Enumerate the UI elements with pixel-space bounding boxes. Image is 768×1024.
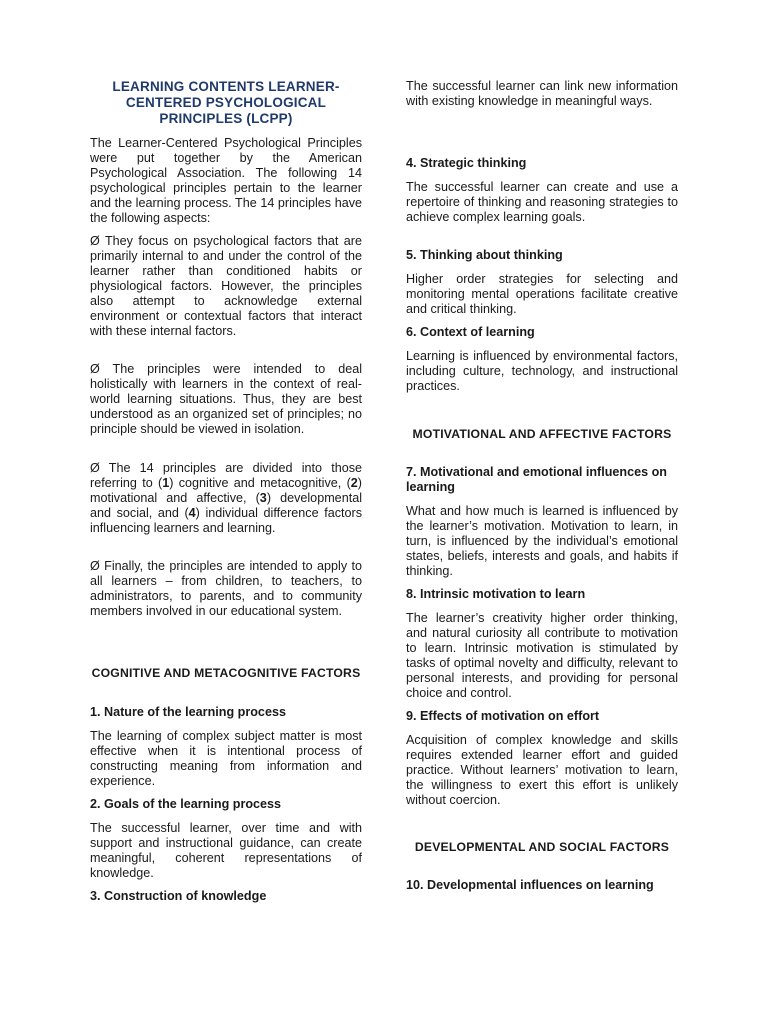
bullet-symbol: Ø — [90, 362, 100, 376]
bullet-paragraph-1 — [90, 234, 362, 339]
principle-heading-1: 1. Nature of the learning process — [90, 705, 286, 719]
section-heading-motivational: MOTIVATIONAL AND AFFECTIVE FACTORS — [412, 427, 672, 441]
bullet-symbol: Ø — [90, 461, 100, 475]
bullet-text: They focus on psychological factors that are primarily internal to and under the control of the learner rather than conditioned habits or physiological factors. However, the principles also attempt to acknowledge external environment or contextual factors that interact with these internal factors. — [90, 234, 362, 338]
principle-text-7: What and how much is learned is influenced by the learner’s motivation. Motivation to learn, in turn, is influenced by the individual’s emotional states, beliefs, interests and goals, and habits if thinking. — [406, 504, 678, 578]
principle-heading-8: 8. Intrinsic motivation to learn — [406, 587, 586, 601]
bullet-text: The principles were intended to deal holistically with learners in the context of real-world learning situations. Thus, they are best understood as an organized set of principles; no principle should be viewed in isolation. — [90, 362, 363, 436]
principle-heading-2: 2. Goals of the learning process — [90, 797, 282, 811]
principle-text-6: Learning is influenced by environmental factors, including culture, technology, and instructional practices. — [406, 349, 678, 393]
bullet-text: Finally, the principles are intended to apply to all learners – from children, to teachers, to administrators, to parents, and to community members involved in our educational system. — [90, 559, 363, 618]
section-heading-cognitive: COGNITIVE AND METACOGNITIVE FACTORS — [91, 666, 361, 680]
principle-text-5: Higher order strategies for selecting and monitoring mental operations facilitate creative and critical thinking. — [406, 272, 678, 316]
bullet-symbol: Ø — [90, 234, 100, 248]
document-title: LEARNING CONTENTS LEARNER-CENTERED PSYCHOLOGICAL PRINCIPLES (LCPP) — [112, 79, 340, 126]
bold-number: 3 — [259, 491, 267, 505]
section-heading-developmental: DEVELOPMENTAL AND SOCIAL FACTORS — [414, 840, 670, 854]
bold-number: 1 — [162, 476, 170, 490]
principle-text-9: Acquisition of complex knowledge and skills requires extended learner effort and guided practice. Without learners’ motivation to learn, the willingness to exert this effort is unlikely without coercion. — [406, 733, 678, 807]
intro-paragraph: The Learner-Centered Psychological Principles were put together by the American Psychological Association. The following 14 psychological principles pertain to the learner and the learning process. The 14 principles have the following aspects: — [90, 136, 362, 225]
bullet-symbol: Ø — [90, 559, 100, 573]
bullet-paragraph-2 — [90, 362, 362, 437]
principle-text-4: The successful learner can create and use a repertoire of thinking and reasoning strategies to achieve complex learning goals. — [406, 180, 678, 224]
principle-heading-6: 6. Context of learning — [406, 325, 535, 339]
bullet-text: ) cognitive and metacognitive, ( — [169, 476, 351, 490]
bullet-paragraph-3 — [90, 461, 362, 536]
bullet-text: The 14 principles are divided into those referring to ( — [90, 461, 363, 490]
bullet-text: ) developmental and social, and ( — [90, 491, 362, 520]
principle-text-1: The learning of complex subject matter is most effective when it is intentional process of constructing meaning from information and experience. — [90, 729, 362, 788]
principle-text-8: The learner’s creativity higher order thinking, and natural curiosity all contribute to motivation to learn. Intrinsic motivation is stimulated by tasks of optimal novelty and difficulty, relevant to personal interests, and providing for personal choice and control. — [406, 611, 678, 700]
principle-text-2: The successful learner, over time and with support and instructional guidance, can create meaningful, coherent representations of knowledge. — [90, 821, 362, 880]
bold-number: 4 — [188, 506, 196, 520]
bold-number: 2 — [350, 476, 358, 490]
principle-heading-5: 5. Thinking about thinking — [406, 248, 563, 262]
principle-text-3: The successful learner can link new information with existing knowledge in meaningful ways. — [406, 79, 678, 108]
principle-heading-4: 4. Strategic thinking — [406, 156, 527, 170]
principle-heading-10: 10. Developmental influences on learning — [406, 878, 654, 892]
principle-heading-9: 9. Effects of motivation on effort — [406, 709, 600, 723]
principle-heading-3: 3. Construction of knowledge — [90, 889, 267, 903]
bullet-text: ) individual difference factors influencing learners and learning. — [90, 506, 362, 535]
principle-heading-7: 7. Motivational and emotional influences on learning — [406, 465, 668, 494]
bullet-text: ) motivational and affective, ( — [90, 476, 362, 505]
bullet-paragraph-4 — [90, 559, 362, 619]
